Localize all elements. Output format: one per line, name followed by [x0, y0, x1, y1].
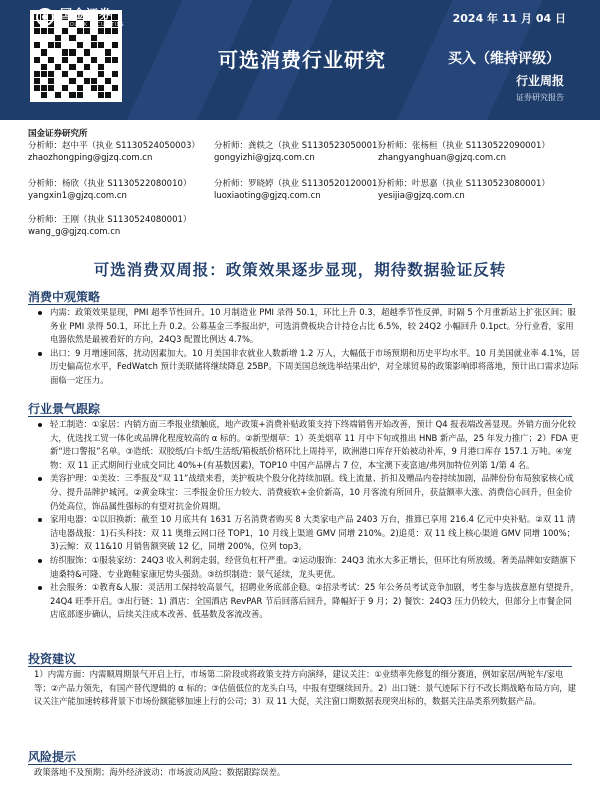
invest-text: 1）内需方面：内需顺周期景气开启上行，市场第二阶段或将政策支持方向演绎，建议关注：①业绩率先修复的细分赛道，例如家居/两轮车/家电等；②产品力领先，有国产替代逻辑的 α 标的；③估值低位的龙头白马，中报有望继续回升。2）出口链：景气迹际下行不改长期战略布局方向，建议关注产能加速转移背景下市场份额能够加速上行的公司；3）双 11 大促，关注窗口期数据表现突出标的，数据关注品类系列数据产品。: [34, 669, 577, 707]
analyst-card: [214, 178, 386, 202]
logo-text: 国金证券: [60, 7, 113, 21]
industry-bullet: 美容护理：①美妆：三季报及“双 11”战绩来看，美护板块个股分化持续加剧。线上流量、折扣及赠品内卷持续加剧，品牌份份布局独家核心成分、提升品牌护城河。②黄金珠宝：三季报金价压力较大、消费疲软+金价新高，10 月客流有所回升，获益额率大涨、消费信心回升，但金价仍处高位，饰品属性强标的有望对抗金价周期。: [28, 472, 580, 513]
report-title: 可选消费行业研究: [218, 48, 386, 72]
section-title-invest: 投资建议: [28, 652, 77, 666]
section-risk: [28, 766, 580, 780]
analyst-name: 分析师：张杨桓（执业 S1130522090001）: [378, 141, 550, 151]
analyst-email[interactable]: yangxin1@gjzq.com.cn: [28, 191, 127, 201]
analyst-card: [28, 140, 200, 164]
analyst-email[interactable]: yesijia@gjzq.com.cn: [378, 191, 465, 201]
analyst-name: 分析师：杨欣（执业 S1130522080010）: [28, 179, 192, 189]
section-divider: [28, 764, 572, 765]
analyst-email[interactable]: zhaozhongping@gjzq.com.cn: [28, 153, 153, 163]
analyst-card: [28, 178, 191, 202]
section-divider: [28, 416, 572, 417]
logo-subtext: SINOLINK SECURITIES: [60, 22, 124, 28]
brand-logo: [36, 5, 124, 28]
section-industry: [28, 418, 580, 622]
analyst-email[interactable]: luoxiaoting@gjzq.com.cn: [214, 191, 321, 201]
rating-badge: 买入（维持评级）: [448, 51, 560, 67]
analyst-card: [378, 178, 550, 202]
macro-bullet: 出口：9 月增速回落，扰动因素加大。10 月美国非农就业人数新增 1.2 万人，大幅低于市场预期和历史平均水平。10 月美国就业率 4.1%，居历史偏高位水平，FedWatch 预计美联储将继续降息 25BP。下周美国总统选举结果出炉，对全球贸易的政策影响即将落地，预计出口需求边际面临一定压力。: [28, 347, 580, 388]
risk-text: 政策落地不及预期；海外经济波动；市场波动风险；数据跟踪误差。: [34, 767, 286, 777]
analyst-email[interactable]: zhangyanghuan@gjzq.com.cn: [378, 153, 506, 163]
analyst-email[interactable]: wang_g@gjzq.com.cn: [28, 227, 121, 237]
analyst-card: [378, 140, 550, 164]
report-banner: [0, 0, 600, 120]
analyst-name: 分析师：赵中平（执业 S1130524050003）: [28, 141, 200, 151]
industry-bullet: 轻工制造：①家居：内销方面三季报业绩触底，地产政策+消费补贴政策支持下终端销售开始改善，预计 Q4 报表端改善显现。外销方面分化较大，优选找工贸一体化或品牌化程度较高的 α 标的。②新型烟草：1）英美烟草 11 月中下旬或推出 HNB 新产品，25 年发力推广；2）FDA 更新“进口警报”名单。③造纸：双胶纸/白卡纸/生活纸/箱板纸价格环比上周持平，欧洲港口库存开始被动补库，9 月港口库存 157.1 万吨。④宠物：双 11 正式期间行业成交同比 40%+(有基数因素)，TOP10 中国产品牌占 7 位，本宝澳下麦富迪/弗列加特位列第 1/第 4 名。: [28, 418, 580, 472]
report-type: 行业周报: [515, 74, 564, 88]
institute-name: 国金证券研究所: [28, 129, 88, 139]
section-divider: [28, 666, 572, 667]
report-type-sub: 证券研究报告: [516, 93, 564, 102]
analyst-name: 分析师：龚轶之（执业 S1130523050001）: [214, 141, 386, 151]
analyst-email[interactable]: gongyizhi@gjzq.com.cn: [214, 153, 315, 163]
industry-bullet: 家用电器：①以旧换新：截至 10 月底共有 1631 万名消费者购买 8 大类家电产品 2403 万台，推算已享用 216.4 亿元中央补贴。②双 11 清洁电器战报：1)石头科技：双 11 奥维云网口径 TOP1，10 月线上渠道 GMV 同增 210%。2)追觅：双 11 线上核心渠道 GMV 同增 100%；3)云鲸：双 11&10 月销售额突破 12 亿，同增 200%，位列 top3。: [28, 513, 580, 554]
report-date: 2024 年 11 月 04 日: [452, 12, 566, 25]
section-title-industry: 行业景气跟踪: [28, 402, 101, 416]
section-divider: [28, 304, 572, 305]
industry-bullet: 社会服务：①教育&人服：灵活用工保持较高景气，招聘业务底部企稳。②招录考试：25 年公务员考试竞争加剧，考生参与选拔意愿有望提升，24Q4 旺季开启。③出行链：1) 酒店：全国酒店 RevPAR 节后回落后回升，降幅好于 9 月；2) 餐饮：24Q3 压力仍较大，但部分上市餐企同店底部逐步确认，后续关注成本改善、低基数及客流改善。: [28, 581, 580, 622]
analyst-name: 分析师：罗晓婷（执业 S1130520120001）: [214, 179, 386, 189]
industry-bullet: 纺织服饰：①服装家纺：24Q3 收入利润走弱，经营负杠杆严重。②运动服饰：24Q3 流水大多正增长，但环比有所放缓。奢美品牌如安踏旗下迪桑特&可隆、专业跑鞋家康尼势头强劲。③纺织制造：景气延续，龙头更优。: [28, 554, 580, 581]
section-title-macro: 消费中观策略: [28, 290, 101, 304]
analyst-card: [28, 214, 191, 238]
analyst-card: [214, 140, 386, 164]
main-title: 可选消费双周报：政策效果逐步显现，期待数据验证反转: [93, 261, 507, 279]
section-invest: [28, 668, 580, 709]
section-macro: [28, 306, 580, 388]
macro-bullet: 内需：政策效果显现，PMI 超季节性回升。10 月制造业 PMI 录得 50.1，环比上升 0.3，超越季节性反弹，时隔 5 个月重新站上扩张区间；服务业 PMI 录得 50.1，环比上升 0.2。公募基金三季报出炉，可选消费板块合计持仓占比 6.5%，较 24Q2 小幅回升 0.1pct。分行业看，家用电器依然是最被看好的方向，24Q3 配置比例达 4.7%。: [28, 306, 580, 347]
analyst-name: 分析师：叶思嘉（执业 S1130523080001）: [378, 179, 550, 189]
section-title-risk: 风险提示: [28, 750, 77, 764]
logo-mark-icon: [36, 8, 54, 26]
analyst-name: 分析师：王刚（执业 S1130524080001）: [28, 215, 192, 225]
